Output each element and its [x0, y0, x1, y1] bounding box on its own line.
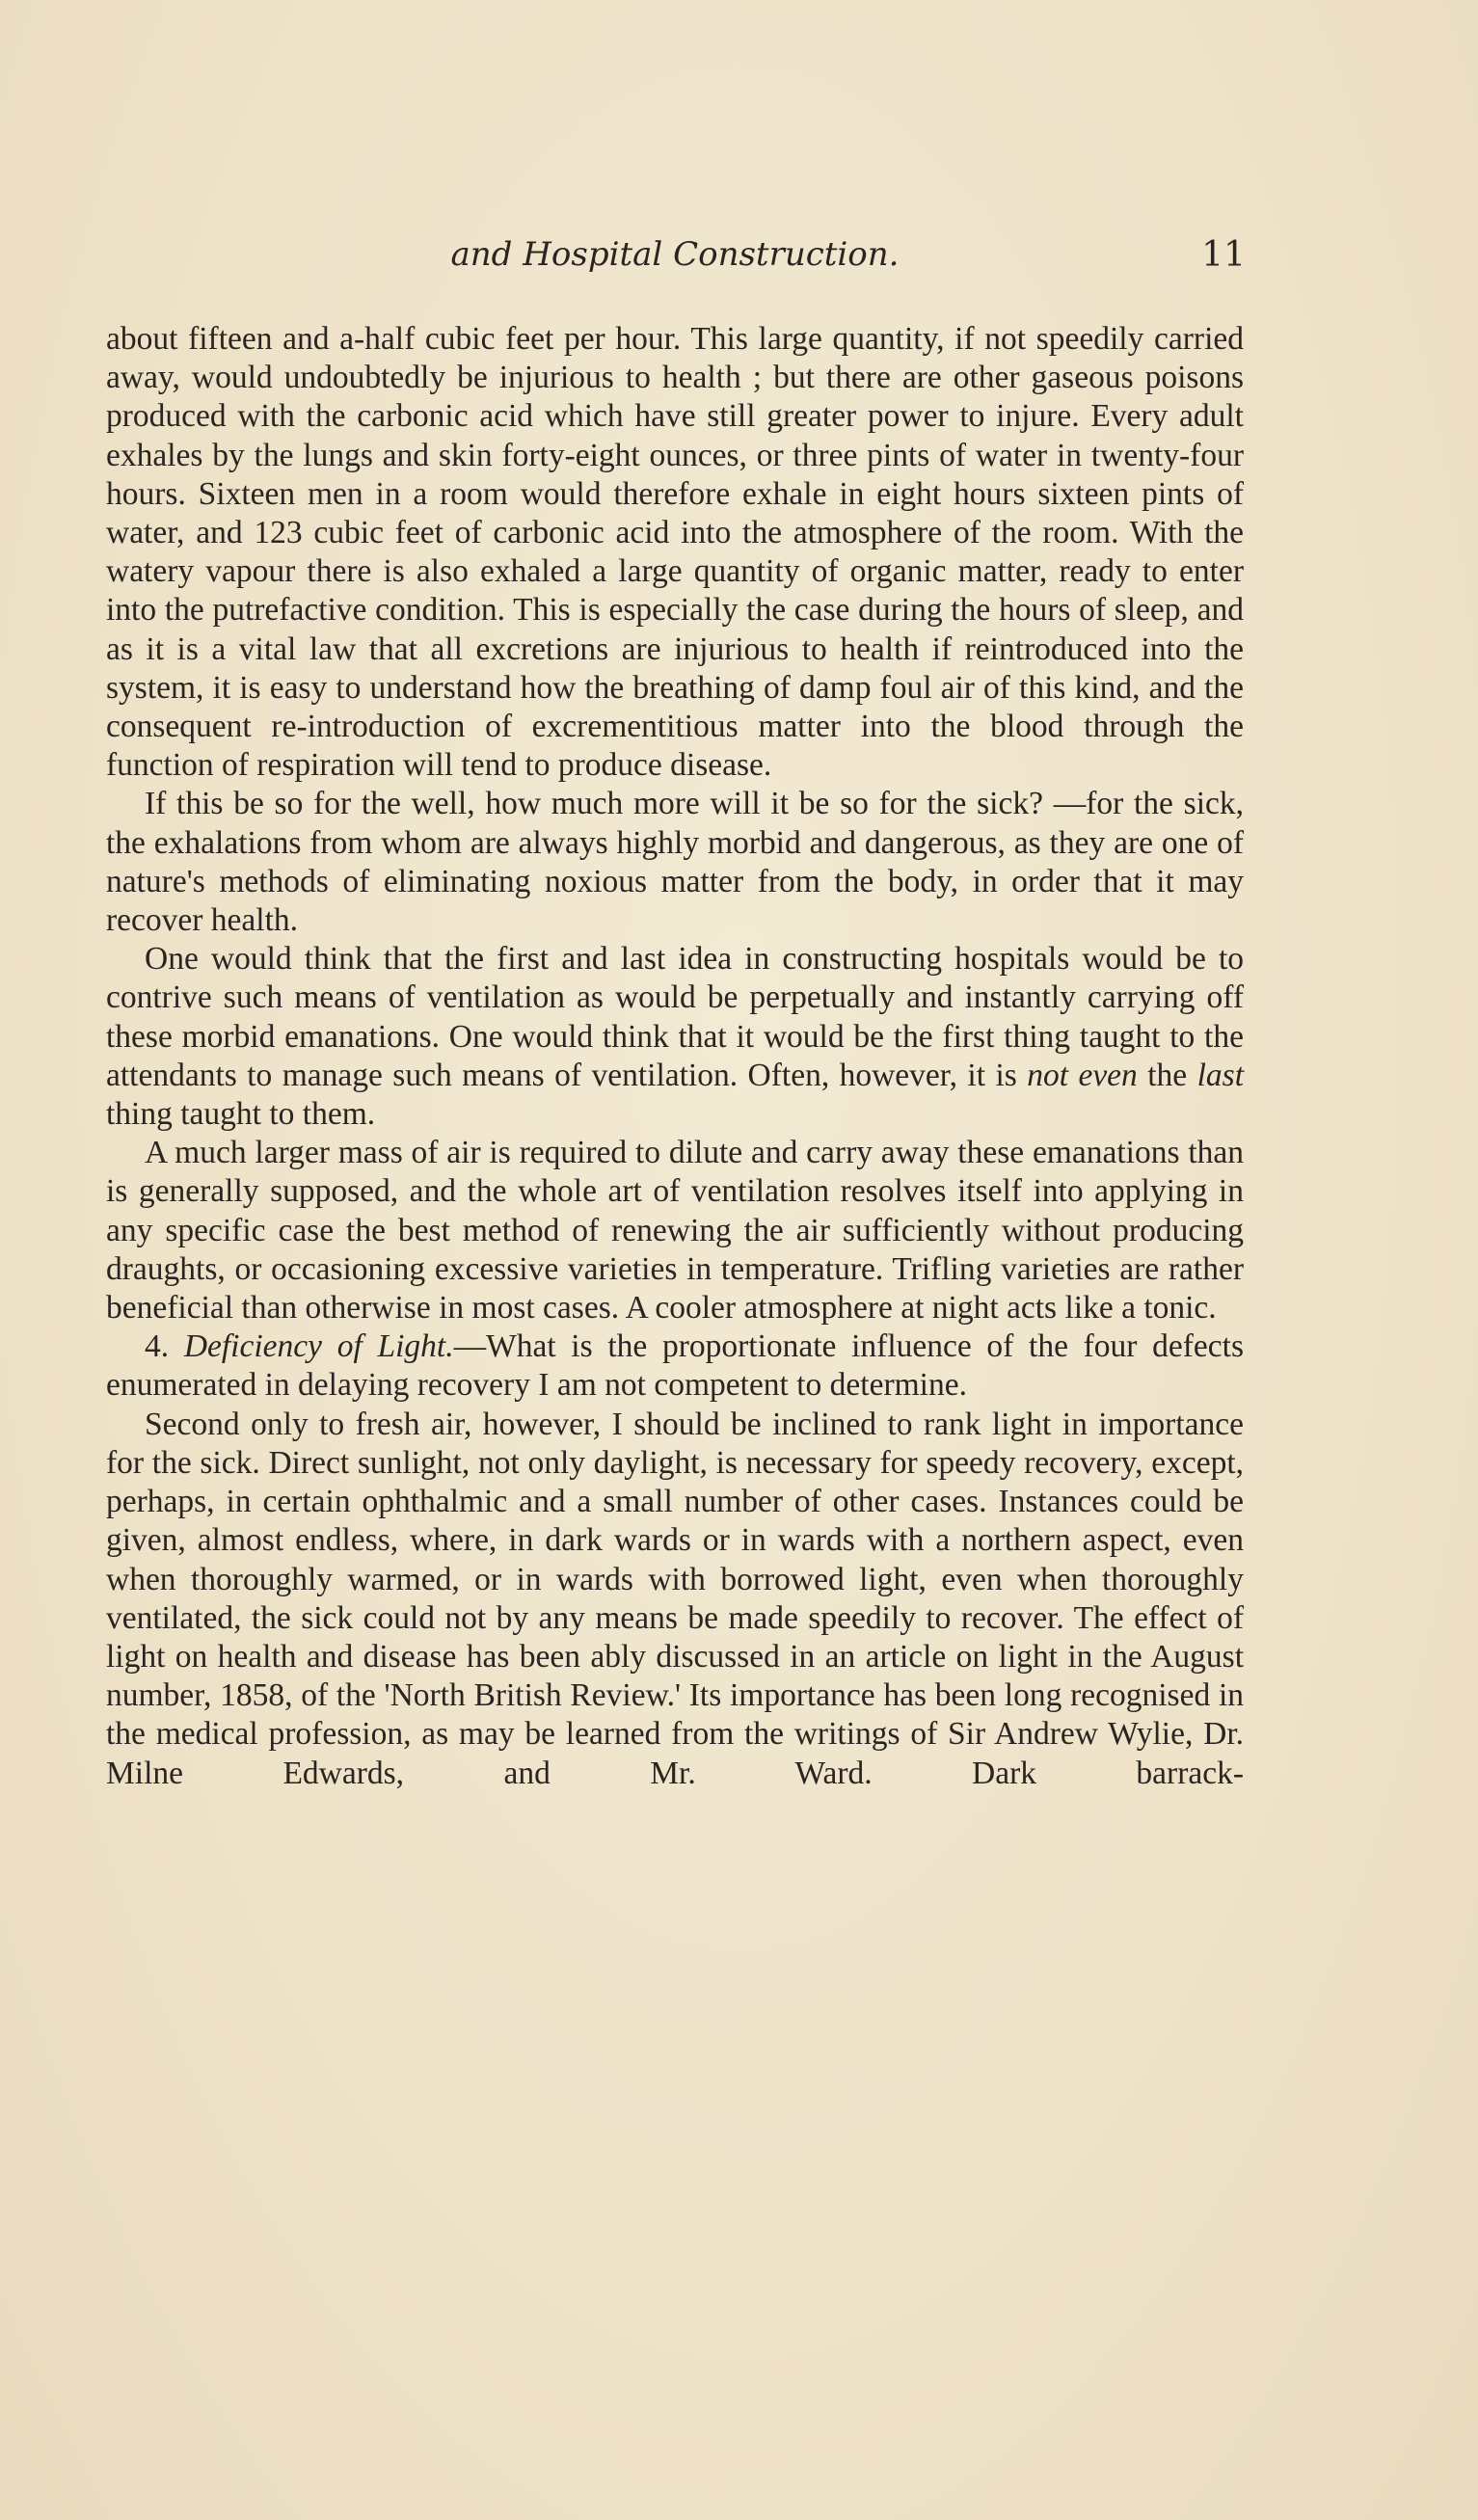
paragraph-4: A much larger mass of air is required to dilute and carry away these emanations than is generally supposed, and the whole art of ventilation resolves itself into applying in any specific case the best method of renewing the air sufficiently without producing draughts, or occasioning excessive varieties in temperature. Trifling varieties are rather beneficial than otherwise in most cases. A cooler atmosphere at night acts like a tonic.	[106, 1135, 1244, 1327]
paragraph-6: Second only to fresh air, however, I should be inclined to rank light in importance for the sick. Direct sunlight, not only daylight, is necessary for speedy recovery, except, perhaps, in certain ophthalmic and a small number of other cases. Instances could be given, almost endless, where, in dark wards or in wards with a northern aspect, even when thoroughly warmed, or in wards with borrowed light, even when thoroughly ventilated, the sick could not by any means be made speedily to recover. The effect of light on health and disease has been ably discussed in an article on light in the August number, 1858, of the 'North British Review.' Its importance has been long recognised in the medical profession, as may be learned from the writings of Sir Andrew Wylie, Dr. Milne Edwards, and Mr. Ward. Dark barrack-	[106, 1406, 1244, 1791]
paragraph-3-text-c: thing taught to them.	[106, 1096, 376, 1133]
page-header	[106, 231, 1244, 289]
paragraph-3	[106, 940, 1244, 1134]
running-title: and Hospital Construction.	[450, 235, 900, 274]
paragraph-3-emphasis-not-even: not even	[1027, 1057, 1138, 1093]
paragraph-3-emphasis-last: last	[1196, 1057, 1244, 1093]
section-heading-deficiency-of-light: Deficiency of Light.	[183, 1328, 454, 1365]
paragraph-2: If this be so for the well, how much more will it be so for the sick? —for the sick, the exhalations from whom are always highly morbid and dangerous, as they are one of nature's methods of eliminating noxious matter from the body, in order that it may recover health.	[106, 786, 1244, 939]
paragraph-5	[106, 1327, 1244, 1405]
page-number: 11	[1201, 235, 1246, 275]
paragraph-3-text-b: the	[1137, 1057, 1197, 1093]
paragraph-5-text: —What is the proportionate influence of the four defects enumerated in delaying recovery I am not competent to determine.	[106, 1328, 1244, 1404]
paragraph-3-text-a: One would think that the first and last idea in constructing hospitals would be to contrive such means of ventilation as would be perpetually and instantly carrying off these morbid emanations. One would think that it would be the first thing taught to the attendants to manage such means of ventilation. Often, however, it is	[106, 941, 1244, 1093]
section-number: 4.	[145, 1328, 184, 1365]
paragraph-1: about fifteen and a-half cubic feet per hour. This large quantity, if not speedily carried away, would undoubtedly be injurious to health ; but there are other gaseous poisons produced with the carbonic acid which have still greater power to injure. Every adult exhales by the lungs and skin forty-eight ounces, or three pints of water in twenty-four hours. Sixteen men in a room would therefore exhale in eight hours sixteen pints of water, and 123 cubic feet of carbonic acid into the atmosphere of the room. With the watery vapour there is also exhaled a large quantity of organic matter, ready to enter into the putrefactive condition. This is especially the case during the hours of sleep, and as it is a vital law that all excretions are injurious to health if reintroduced into the system, it is easy to understand how the breathing of damp foul air of this kind, and the consequent re-introduction of excrementitious matter into the blood through the function of respiration will tend to produce disease.	[106, 321, 1244, 784]
body-text	[106, 320, 1244, 1793]
